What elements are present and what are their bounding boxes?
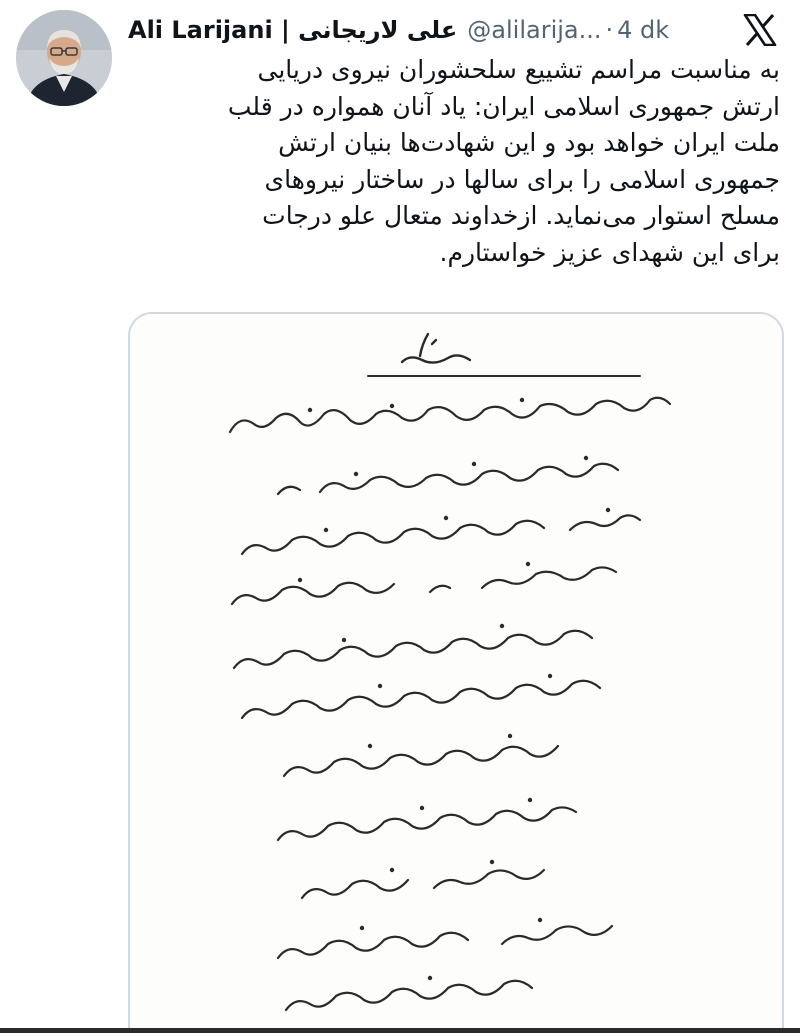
- display-name[interactable]: Ali Larijani | علی لاریجانی: [128, 16, 458, 44]
- avatar[interactable]: [16, 10, 112, 106]
- separator-dot: ·: [605, 16, 614, 44]
- handwritten-note-image: [130, 314, 782, 1033]
- tweet-text-line: ارتش جمهوری اسلامی ایران: یاد آنان همواره در قلب: [227, 91, 780, 121]
- tweet-text-line: ملت ایران خواهد بود و این شهادت‌ها بنیان ارتش: [278, 128, 780, 157]
- tweet-text-line: مسلح استوار می‌نماید. ازخداوند متعال علو درجات: [262, 201, 780, 230]
- tweet-header: [128, 10, 728, 50]
- bottom-divider: [0, 1028, 800, 1033]
- tweet-text-line: برای این شهدای عزیز خواستارم.: [439, 237, 780, 267]
- avatar-portrait-image: [16, 10, 112, 106]
- user-handle[interactable]: @alilarija...: [467, 16, 602, 44]
- tweet-text: [160, 52, 780, 271]
- x-logo-icon[interactable]: [740, 10, 780, 50]
- tweet-text-line: به مناسبت مراسم تشییع سلحشوران نیروی دریایی: [257, 55, 780, 84]
- tweet-media-image[interactable]: [128, 312, 784, 1033]
- tweet-timestamp[interactable]: 4 dk: [617, 16, 670, 44]
- tweet-text-line: جمهوری اسلامی را برای سالها در ساختار نیروهای: [264, 164, 780, 194]
